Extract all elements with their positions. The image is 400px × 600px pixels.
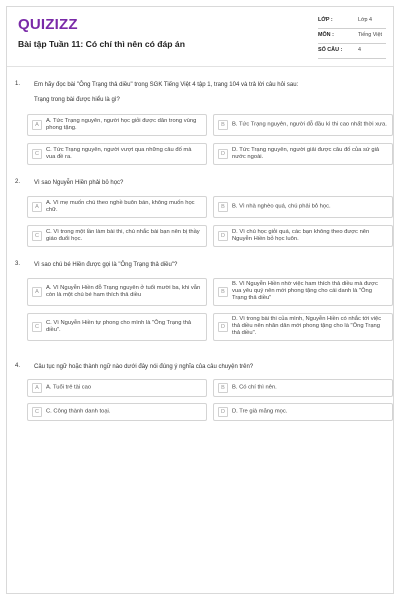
meta-value: 4 (358, 47, 361, 53)
option-letter-badge: C (32, 407, 42, 417)
divider (318, 58, 386, 59)
option-letter-badge: D (218, 149, 228, 159)
option-b[interactable] (213, 196, 393, 218)
meta-row-grade (318, 15, 386, 29)
option-d[interactable] (213, 143, 393, 165)
meta-value: Tiếng Việt (358, 32, 382, 38)
option-c[interactable] (27, 225, 207, 247)
question-text: Em hãy đọc bài "Ông Trạng thả diều" trong SGK Tiếng Việt 4 tập 1, trang 104 và trả lời câu hỏi sau: (34, 82, 299, 88)
option-letter-badge: A (32, 120, 42, 130)
meta-value: Lớp 4 (358, 17, 373, 23)
option-letter-badge: A (32, 383, 42, 393)
option-text: D. Vì trong bài thi của mình, Nguyễn Hiền có nhắc tới việc thả diều nên nhân dân mới phong tặng cho là "Ông Trạng thả diều". (232, 316, 382, 337)
option-b[interactable] (213, 278, 393, 306)
option-letter-badge: D (218, 322, 228, 332)
option-letter-badge: B (218, 383, 228, 393)
question-text: Vì sao chú bé Hiền được gọi là "Ông Trạng thả diều"? (34, 262, 178, 268)
option-text: A. Tuổi trẻ tài cao (46, 384, 92, 391)
option-a[interactable] (27, 379, 207, 397)
option-text: A. Tức Trạng nguyên, người học giỏi được dân trong vùng phong tặng. (46, 117, 197, 131)
option-text: B. Tức Trạng nguyên, người đỗ đầu kì thi cao nhất thời xưa. (232, 121, 387, 128)
worksheet-header (7, 7, 393, 67)
option-text: B. Vì Nguyễn Hiền nhờ việc ham thích thả diều mà được vua yêu quý nên mới phong tặng cho cái danh là "Ông Trạng thả diều" (232, 281, 378, 302)
meta-row-count (318, 45, 386, 59)
option-a[interactable] (27, 196, 207, 218)
option-c[interactable] (27, 313, 207, 341)
option-b[interactable] (213, 114, 393, 136)
option-d[interactable] (213, 225, 393, 247)
question-number: 4. (15, 363, 21, 369)
option-b[interactable] (213, 379, 393, 397)
question-number: 1. (15, 81, 21, 87)
worksheet (6, 6, 394, 594)
divider (318, 28, 386, 29)
option-text: C. Vì Nguyễn Hiền tự phong cho mình là "Ông Trạng thả diều". (46, 319, 192, 333)
question-number: 2. (15, 179, 21, 185)
option-text: A. Vì Nguyễn Hiền đỗ Trạng nguyên ở tuổi mười ba, khi vẫn còn là một chú bé ham thích thả diều (46, 284, 201, 298)
option-text: C. Tức Trạng nguyên, người vượt qua những câu đố mà vua đề ra. (46, 146, 192, 160)
option-text: B. Vì nhà nghèo quá, chú phải bỏ học. (232, 203, 331, 210)
option-letter-badge: C (32, 149, 42, 159)
option-letter-badge: C (32, 231, 42, 241)
divider (318, 43, 386, 44)
question-subtext: Trạng trong bài được hiểu là gì? (34, 97, 120, 103)
worksheet-title: Bài tập Tuần 11: Có chí thì nên có đáp án (18, 39, 185, 49)
option-text: C. Công thành danh toại. (46, 408, 111, 415)
meta-row-subject (318, 30, 386, 44)
option-text: D. Tre già măng mọc. (232, 408, 288, 415)
option-text: C. Vì trong một lần làm bài thi, chú nhắc bài bạn nên bị thầy giáo đuổi học. (46, 228, 200, 242)
option-a[interactable] (27, 278, 207, 306)
meta-label: LỚP : (318, 17, 333, 23)
option-letter-badge: B (218, 287, 228, 297)
option-letter-badge: D (218, 231, 228, 241)
option-letter-badge: D (218, 407, 228, 417)
option-letter-badge: A (32, 202, 42, 212)
option-letter-badge: B (218, 202, 228, 212)
option-text: D. Tức Trạng nguyên, người giải được câu đố của sứ giả nước ngoài. (232, 146, 380, 160)
option-d[interactable] (213, 313, 393, 341)
option-letter-badge: A (32, 287, 42, 297)
option-text: B. Có chí thì nên. (232, 384, 277, 391)
meta-label: SỐ CÂU : (318, 47, 343, 53)
option-c[interactable] (27, 403, 207, 421)
meta-label: MÔN : (318, 32, 334, 38)
option-text: D. Vì chú học giỏi quá, các bạn không theo được nên Nguyễn Hiền bỏ học luôn. (232, 228, 370, 242)
question-text: Câu tục ngữ hoặc thành ngữ nào dưới đây nói đúng ý nghĩa của câu chuyện trên? (34, 364, 254, 370)
question-number: 3. (15, 261, 21, 267)
option-letter-badge: B (218, 120, 228, 130)
option-c[interactable] (27, 143, 207, 165)
option-a[interactable] (27, 114, 207, 136)
option-text: A. Vì mẹ muốn chú theo nghề buôn bán, không muốn học chữ. (46, 199, 195, 213)
quizizz-logo: QUIZIZZ (18, 16, 78, 33)
option-letter-badge: C (32, 322, 42, 332)
question-text: Vì sao Nguyễn Hiền phải bỏ học? (34, 180, 124, 186)
option-d[interactable] (213, 403, 393, 421)
